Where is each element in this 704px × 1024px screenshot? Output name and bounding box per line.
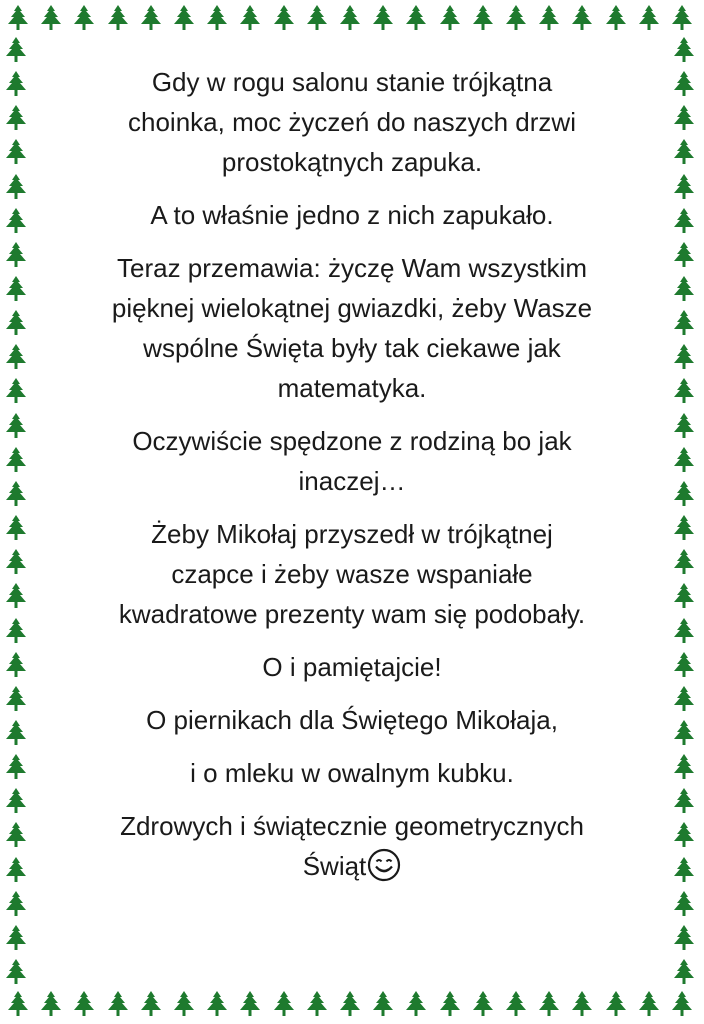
christmas-tree-icon	[670, 856, 698, 884]
christmas-tree-icon	[37, 990, 65, 1018]
christmas-tree-icon	[2, 446, 30, 474]
christmas-tree-icon	[4, 4, 32, 32]
christmas-tree-icon	[137, 990, 165, 1018]
christmas-tree-icon	[670, 821, 698, 849]
christmas-tree-icon	[670, 958, 698, 986]
greeting-line: A to właśnie jedno z nich zapukało.	[150, 200, 554, 230]
greeting-paragraph-4	[60, 421, 644, 501]
christmas-tree-icon	[402, 4, 430, 32]
greeting-paragraph-1	[60, 62, 644, 182]
greeting-paragraph-2	[60, 195, 644, 235]
christmas-tree-icon	[2, 207, 30, 235]
christmas-tree-icon	[2, 138, 30, 166]
christmas-tree-icon	[635, 990, 663, 1018]
christmas-tree-icon	[70, 990, 98, 1018]
greeting-line: matematyka.	[277, 373, 427, 403]
greeting-text	[60, 62, 644, 899]
christmas-tree-icon	[369, 4, 397, 32]
christmas-tree-icon	[670, 719, 698, 747]
christmas-tree-icon	[670, 138, 698, 166]
christmas-tree-icon	[602, 4, 630, 32]
greeting-line: Zdrowych i świątecznie geometrycznych	[120, 811, 584, 841]
christmas-tree-icon	[2, 719, 30, 747]
christmas-tree-icon	[70, 4, 98, 32]
christmas-tree-icon	[670, 173, 698, 201]
smiley-face-icon	[367, 848, 401, 882]
christmas-tree-icon	[568, 990, 596, 1018]
christmas-tree-icon	[670, 753, 698, 781]
christmas-tree-icon	[2, 412, 30, 440]
christmas-tree-icon	[104, 990, 132, 1018]
christmas-tree-icon	[568, 4, 596, 32]
christmas-tree-icon	[2, 275, 30, 303]
christmas-tree-icon	[2, 241, 30, 269]
greeting-line: wspólne Święta były tak ciekawe jak	[143, 333, 561, 363]
christmas-tree-icon	[2, 617, 30, 645]
christmas-tree-icon	[236, 990, 264, 1018]
greeting-line: choinka, moc życzeń do naszych drzwi	[128, 107, 576, 137]
christmas-tree-icon	[2, 514, 30, 542]
greeting-line: O piernikach dla Świętego Mikołaja,	[146, 705, 558, 735]
christmas-tree-icon	[670, 241, 698, 269]
greeting-line: O i pamiętajcie!	[262, 652, 442, 682]
christmas-tree-icon	[670, 70, 698, 98]
greeting-line: kwadratowe prezenty wam się podobały.	[118, 599, 586, 629]
greeting-paragraph-6	[60, 647, 644, 687]
christmas-tree-icon	[2, 753, 30, 781]
greeting-paragraph-9	[60, 806, 644, 886]
greeting-line: i o mleku w owalnym kubku.	[190, 758, 514, 788]
christmas-tree-icon	[436, 990, 464, 1018]
closing-word: Świąt	[302, 851, 367, 881]
christmas-tree-icon	[535, 4, 563, 32]
christmas-tree-icon	[502, 990, 530, 1018]
christmas-tree-icon	[236, 4, 264, 32]
christmas-tree-icon	[303, 4, 331, 32]
christmas-tree-icon	[670, 446, 698, 474]
christmas-tree-icon	[670, 514, 698, 542]
christmas-tree-icon	[670, 787, 698, 815]
christmas-tree-icon	[2, 651, 30, 679]
christmas-tree-icon	[670, 890, 698, 918]
christmas-tree-icon	[203, 990, 231, 1018]
christmas-tree-icon	[2, 958, 30, 986]
greeting-line: Gdy w rogu salonu stanie trójkątna	[151, 67, 553, 97]
christmas-tree-icon	[535, 990, 563, 1018]
christmas-tree-icon	[203, 4, 231, 32]
christmas-tree-icon	[502, 4, 530, 32]
christmas-tree-icon	[2, 685, 30, 713]
christmas-tree-icon	[2, 821, 30, 849]
christmas-tree-icon	[2, 856, 30, 884]
christmas-tree-icon	[668, 4, 696, 32]
christmas-tree-icon	[170, 4, 198, 32]
christmas-tree-icon	[670, 377, 698, 405]
christmas-tree-icon	[469, 990, 497, 1018]
christmas-tree-icon	[670, 651, 698, 679]
christmas-tree-icon	[670, 480, 698, 508]
christmas-tree-icon	[469, 4, 497, 32]
christmas-tree-icon	[670, 343, 698, 371]
christmas-tree-icon	[2, 480, 30, 508]
greeting-line: inaczej…	[298, 466, 406, 496]
christmas-tree-icon	[2, 377, 30, 405]
christmas-tree-icon	[2, 582, 30, 610]
greeting-line: pięknej wielokątnej gwiazdki, żeby Wasze	[111, 293, 593, 323]
greeting-line: prostokątnych zapuka.	[221, 147, 483, 177]
christmas-tree-icon	[670, 104, 698, 132]
greeting-line: czapce i żeby wasze wspaniałe	[171, 559, 533, 589]
christmas-tree-icon	[670, 548, 698, 576]
christmas-tree-icon	[670, 685, 698, 713]
christmas-tree-icon	[670, 412, 698, 440]
christmas-tree-icon	[2, 36, 30, 64]
christmas-tree-icon	[104, 4, 132, 32]
christmas-tree-icon	[635, 4, 663, 32]
christmas-tree-icon	[2, 173, 30, 201]
christmas-tree-icon	[670, 275, 698, 303]
greeting-paragraph-7	[60, 700, 644, 740]
christmas-tree-icon	[336, 990, 364, 1018]
christmas-tree-icon	[37, 4, 65, 32]
christmas-tree-icon	[670, 617, 698, 645]
greeting-paragraph-8	[60, 753, 644, 793]
christmas-tree-icon	[2, 787, 30, 815]
greeting-paragraph-5	[60, 514, 644, 634]
christmas-tree-icon	[670, 924, 698, 952]
christmas-tree-icon	[137, 4, 165, 32]
christmas-tree-icon	[2, 70, 30, 98]
greeting-line: Teraz przemawia: życzę Wam wszystkim	[117, 253, 587, 283]
christmas-tree-icon	[2, 924, 30, 952]
christmas-tree-icon	[270, 990, 298, 1018]
christmas-tree-icon	[670, 309, 698, 337]
christmas-tree-icon	[402, 990, 430, 1018]
christmas-tree-icon	[602, 990, 630, 1018]
greeting-paragraph-3	[60, 248, 644, 408]
christmas-tree-icon	[670, 36, 698, 64]
christmas-tree-icon	[303, 990, 331, 1018]
christmas-tree-icon	[2, 343, 30, 371]
christmas-tree-icon	[270, 4, 298, 32]
christmas-tree-icon	[668, 990, 696, 1018]
greeting-line: Żeby Mikołaj przyszedł w trójkątnej	[151, 519, 553, 549]
christmas-tree-icon	[336, 4, 364, 32]
christmas-tree-icon	[170, 990, 198, 1018]
christmas-tree-icon	[436, 4, 464, 32]
christmas-tree-icon	[2, 890, 30, 918]
christmas-tree-icon	[670, 207, 698, 235]
greeting-line: Oczywiście spędzone z rodziną bo jak	[132, 426, 572, 456]
christmas-tree-icon	[2, 548, 30, 576]
christmas-tree-icon	[2, 309, 30, 337]
christmas-tree-icon	[2, 104, 30, 132]
christmas-tree-icon	[670, 582, 698, 610]
christmas-tree-icon	[369, 990, 397, 1018]
christmas-tree-icon	[4, 990, 32, 1018]
